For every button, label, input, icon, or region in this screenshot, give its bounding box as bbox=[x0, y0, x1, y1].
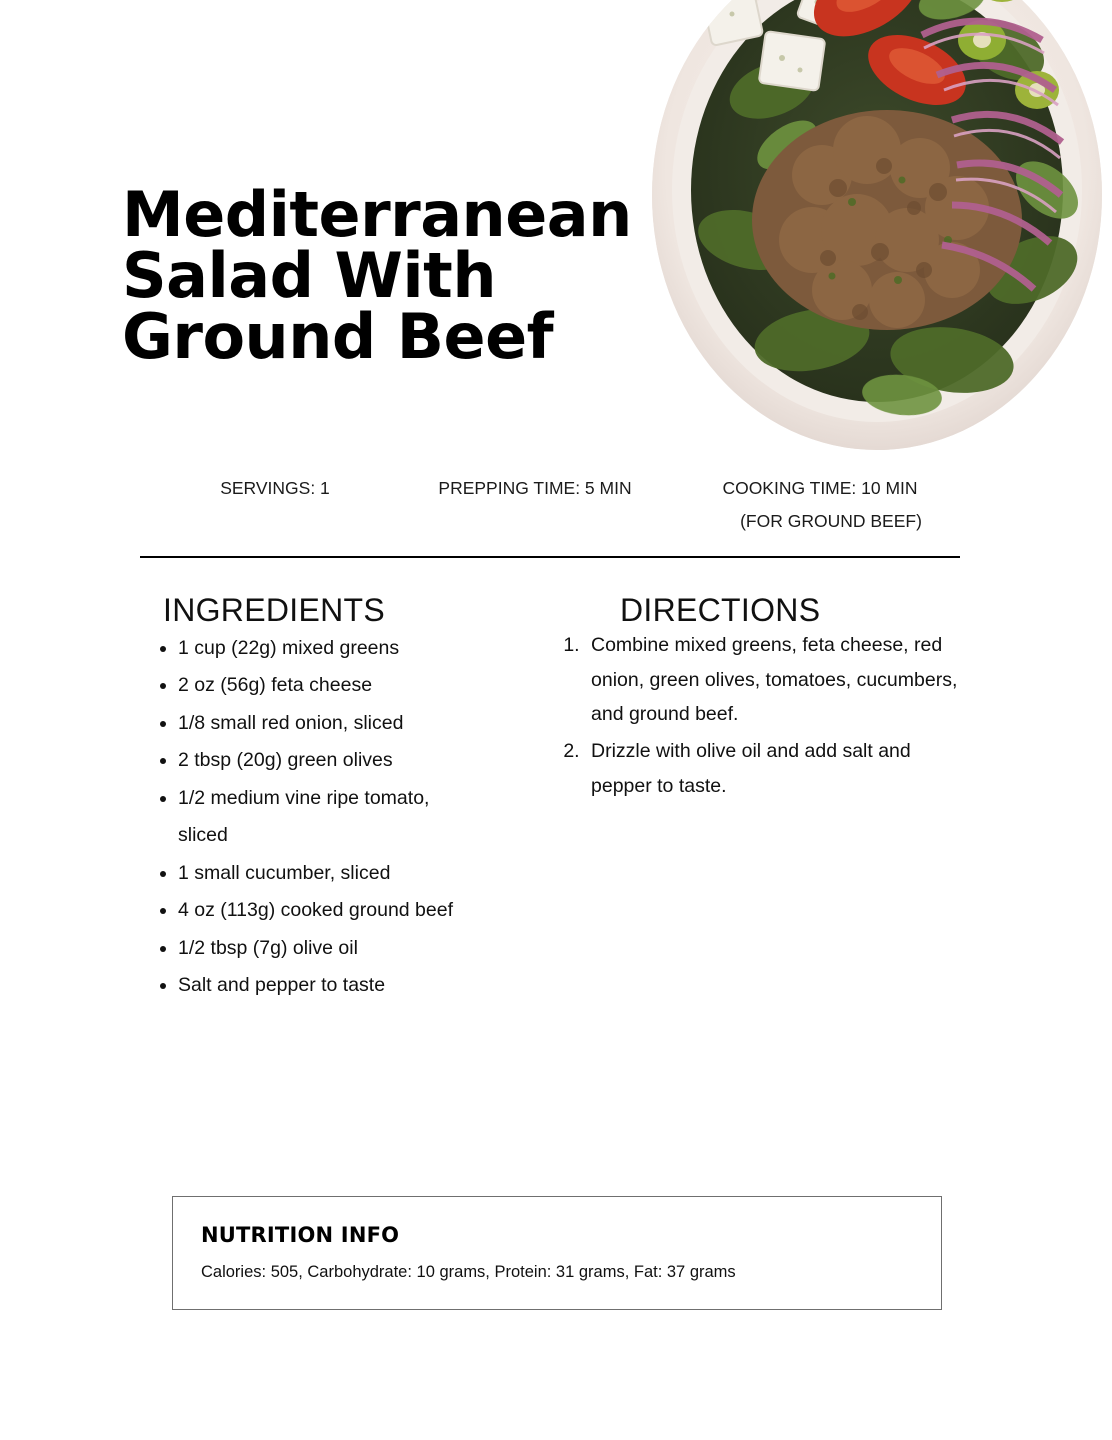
ingredient-item: • 1/2 medium vine ripe tomato, sliced bbox=[178, 780, 480, 855]
salad-bowl-illustration bbox=[652, 0, 1102, 450]
nutrition-heading: NUTRITION INFO bbox=[201, 1223, 400, 1247]
ingredient-item: • 1/2 tbsp (7g) olive oil bbox=[178, 930, 480, 967]
ingredients-heading: INGREDIENTS bbox=[163, 591, 385, 628]
directions-list bbox=[553, 628, 963, 804]
title-line-1: Mediterranean bbox=[122, 177, 632, 251]
page-title bbox=[122, 177, 642, 374]
section-divider bbox=[140, 556, 960, 558]
ingredient-item: • 1 cup (22g) mixed greens bbox=[178, 630, 480, 667]
ingredients-list bbox=[150, 630, 480, 1004]
directions-heading: DIRECTIONS bbox=[620, 591, 821, 628]
recipe-meta bbox=[150, 478, 980, 532]
recipe-photo bbox=[652, 0, 1102, 450]
ingredient-item: • 4 oz (113g) cooked ground beef bbox=[178, 892, 480, 929]
cooking-time-note: (FOR GROUND BEEF) bbox=[740, 511, 922, 531]
servings-info: SERVINGS: 1 bbox=[220, 478, 330, 498]
title-line-3: Ground Beef bbox=[122, 300, 554, 374]
ingredient-item: • 2 tbsp (20g) green olives bbox=[178, 742, 480, 779]
title-line-2: Salad With bbox=[122, 238, 496, 312]
nutrition-text: Calories: 505, Carbohydrate: 10 grams, Protein: 31 grams, Fat: 37 grams bbox=[201, 1263, 736, 1281]
nutrition-info-box bbox=[172, 1196, 942, 1310]
directions-column bbox=[553, 628, 963, 806]
ingredients-column bbox=[150, 630, 480, 1004]
ingredient-item: • 1/8 small red onion, sliced bbox=[178, 705, 480, 742]
ingredient-item: • Salt and pepper to taste bbox=[178, 967, 480, 1004]
prepping-time-info: PREPPING TIME: 5 MIN bbox=[438, 478, 632, 498]
cooking-time-label: COOKING TIME: 10 MIN bbox=[722, 478, 918, 498]
cooking-time-info bbox=[670, 478, 970, 532]
ingredient-item: • 2 oz (56g) feta cheese bbox=[178, 667, 480, 704]
direction-step: 2. Drizzle with olive oil and add salt and pepper to taste. bbox=[585, 734, 963, 803]
ingredient-item: • 1 small cucumber, sliced bbox=[178, 855, 480, 892]
direction-step: 1. Combine mixed greens, feta cheese, red onion, green olives, tomatoes, cucumbers, and ground beef. bbox=[585, 628, 963, 732]
